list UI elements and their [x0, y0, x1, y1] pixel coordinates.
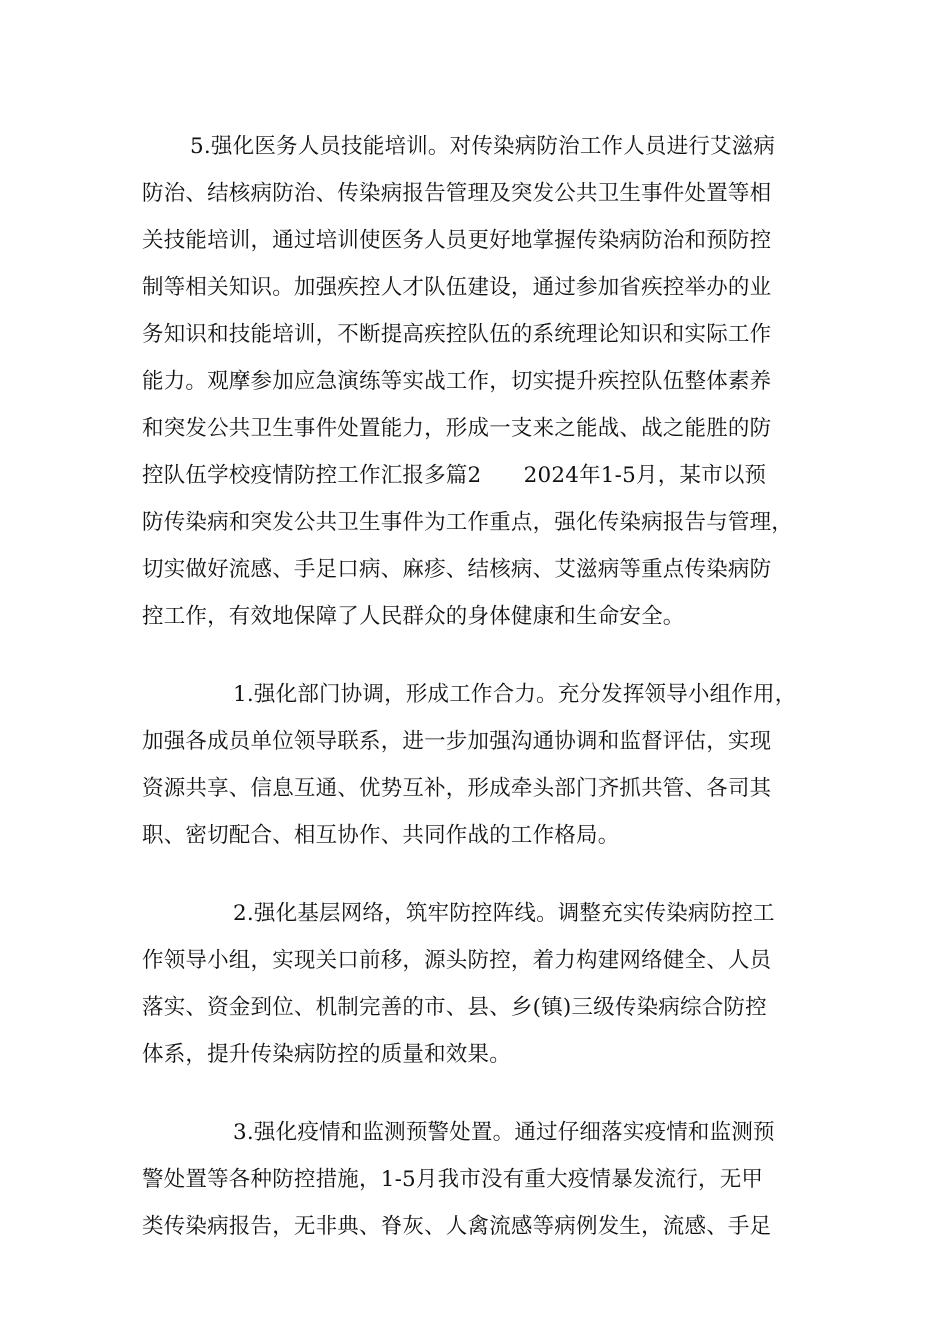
text-line: 3.强化疫情和监测预警处置。通过仔细落实疫情和监测预	[233, 1120, 775, 1145]
text-line: 切实做好流感、手足口病、麻疹、结核病、艾滋病等重点传染病防	[142, 557, 772, 582]
text-line: 1.强化部门协调，形成工作合力。充分发挥领导小组作用，	[233, 682, 797, 707]
text-line: 2.强化基层网络，筑牢防控阵线。调整充实传染病防控工	[233, 901, 775, 926]
text-line: 控队伍学校疫情防控工作汇报多篇2 2024年1-5月，某市以预	[142, 463, 767, 488]
text-line: 作领导小组，实现关口前移，源头防控，着力构建网络健全、人员	[142, 948, 772, 973]
text-line: 能力。观摩参加应急演练等实战工作，切实提升疾控队伍整体素养	[142, 369, 772, 394]
text-line: 落实、资金到位、机制完善的市、县、乡(镇)三级传染病综合防控	[142, 995, 767, 1020]
text-line: 和突发公共卫生事件处置能力，形成一支来之能战、战之能胜的防	[142, 416, 772, 441]
text-line: 关技能培训，通过培训使医务人员更好地掌握传染病防治和预防控	[142, 228, 772, 253]
text-line: 5.强化医务人员技能培训。对传染病防治工作人员进行艾滋病	[190, 134, 776, 159]
text-line: 务知识和技能培训，不断提高疾控队伍的系统理论知识和实际工作	[142, 322, 772, 347]
text-line: 类传染病报告，无非典、脊灰、人禽流感等病例发生，流感、手足	[142, 1214, 772, 1239]
text-line: 资源共享、信息互通、优势互补，形成牵头部门齐抓共管、各司其	[142, 776, 772, 801]
text-line: 警处置等各种防控措施，1-5月我市没有重大疫情暴发流行，无甲	[142, 1167, 764, 1192]
text-line: 防传染病和突发公共卫生事件为工作重点，强化传染病报告与管理，	[142, 510, 794, 535]
text-line: 体系，提升传染病防控的质量和效果。	[142, 1042, 511, 1067]
text-line: 职、密切配合、相互协作、共同作战的工作格局。	[142, 823, 620, 848]
text-line: 防治、结核病防治、传染病报告管理及突发公共卫生事件处置等相	[142, 181, 772, 206]
text-line: 控工作，有效地保障了人民群众的身体健康和生命安全。	[142, 604, 685, 629]
text-line: 制等相关知识。加强疾控人才队伍建设，通过参加省疾控举办的业	[142, 275, 772, 300]
text-line: 加强各成员单位领导联系，进一步加强沟通协调和监督评估，实现	[142, 729, 772, 754]
